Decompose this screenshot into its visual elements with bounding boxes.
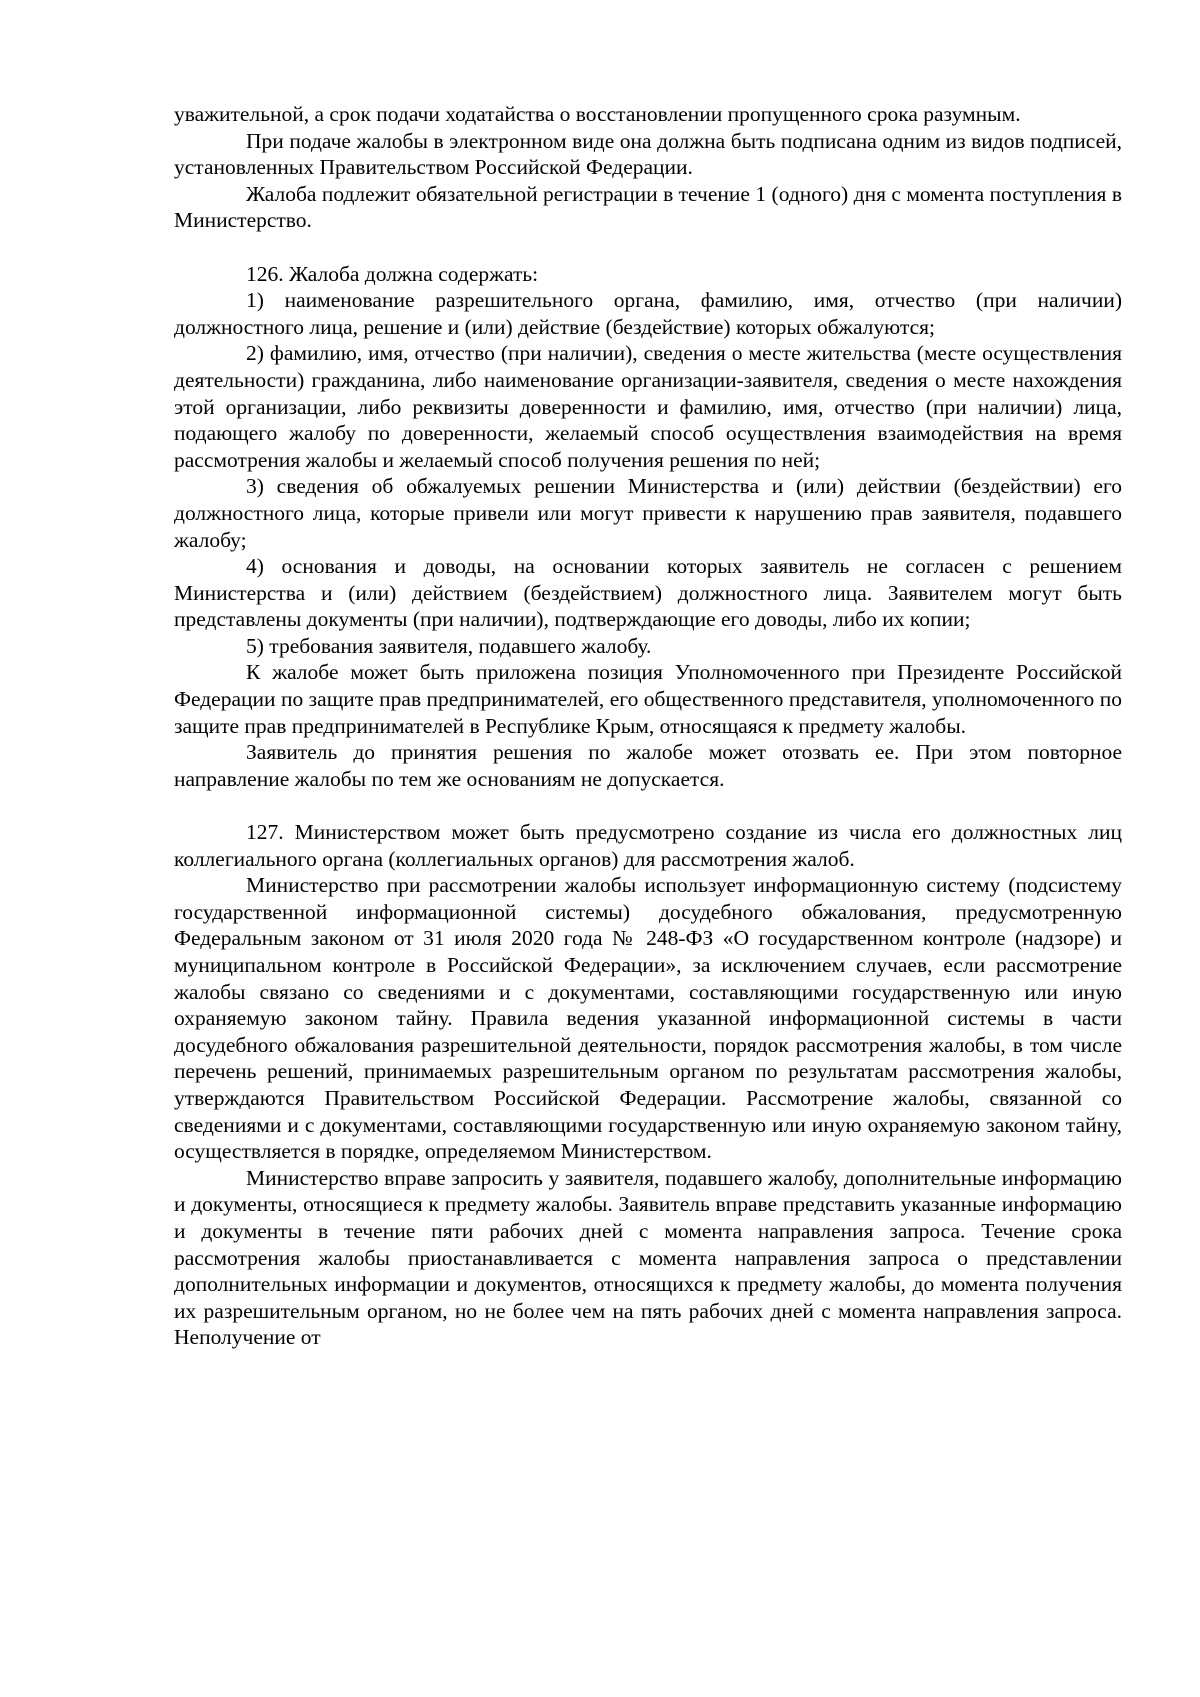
clause-126-heading: 126. Жалоба должна содержать:	[246, 261, 539, 286]
paragraph-continuation: уважительной, а срок подачи ходатайства о восстановлении пропущенного срока разумным.	[174, 102, 1021, 126]
list-item-4: 4) основания и доводы, на основании которых заявитель не согласен с решением Министерства и (или) действием (бездействием) должностного лица. Заявителем могут быть представлены документы (при наличии), подтверждающие его доводы, либо их копии;	[174, 554, 1122, 632]
list-item-1: 1) наименование разрешительного органа, фамилию, имя, отчество (при наличии) должностного лица, решение и (или) действие (бездействие) которых обжалуются;	[174, 288, 1122, 339]
paragraph-additional-request: Министерство вправе запросить у заявителя, подавшего жалобу, дополнительные информацию и документы, относящиеся к предмету жалобы. Заявитель вправе представить указанные информацию и документы в течение пяти рабочих дней с момента направления запроса. Течение срока рассмотрения жалобы приостанавливается с момента направления запроса о представлении дополнительных информации и документов, относящихся к предмету жалобы, до момента получения их разрешительным органом, но не более чем на пять рабочих дней с момента направления запроса. Неполучение от	[174, 1165, 1122, 1350]
list-item-5: 5) требования заявителя, подавшего жалобу.	[246, 633, 652, 658]
paragraph-ombudsman-position: К жалобе может быть приложена позиция Уполномоченного при Президенте Российской Федерации по защите прав предпринимателей, его общественного представителя, уполномоченного по защите прав предпринимателей в Республике Крым, относящаяся к предмету жалобы.	[174, 660, 1122, 738]
paragraph-registration: Жалоба подлежит обязательной регистрации в течение 1 (одного) дня с момента поступления в Министерство.	[174, 181, 1122, 233]
list-item-2: 2) фамилию, имя, отчество (при наличии), сведения о месте жительства (месте осуществления деятельности) гражданина, либо наименование организации-заявителя, сведения о месте нахождения этой организации, либо реквизиты доверенности и фамилию, имя, отчество (при наличии) лица, подающего жалобу по доверенности, желаемый способ осуществления взаимодействия на время рассмотрения жалобы и желаемый способ получения решения по ней;	[174, 341, 1122, 472]
paragraph-electronic-signature: При подаче жалобы в электронном виде она должна быть подписана одним из видов подписей, установленных Правительством Российской Федерации.	[174, 128, 1122, 180]
paragraph-withdrawal: Заявитель до принятия решения по жалобе может отозвать ее. При этом повторное направление жалобы по тем же основаниям не допускается.	[174, 740, 1122, 791]
list-item-3: 3) сведения об обжалуемых решении Министерства и (или) действии (бездействии) его должностного лица, которые привели или могут привести к нарушению прав заявителя, подавшего жалобу;	[174, 474, 1122, 552]
document-body	[174, 101, 1122, 1351]
clause-127: 127. Министерством может быть предусмотрено создание из числа его должностных лиц коллегиального органа (коллегиальных органов) для рассмотрения жалоб.	[174, 820, 1122, 871]
paragraph-information-system: Министерство при рассмотрении жалобы использует информационную систему (подсистему государственной информационной системы) досудебного обжалования, предусмотренную Федеральным законом от 31 июля 2020 года № 248-ФЗ «О государственном контроле (надзоре) и муниципальном контроле в Российской Федерации», за исключением случаев, если рассмотрение жалобы связано со сведениями и с документами, составляющими государственную или иную охраняемую законом тайну. Правила ведения указанной информационной системы в части досудебного обжалования разрешительной деятельности, порядок рассмотрения жалобы, в том числе перечень решений, принимаемых разрешительным органом по результатам рассмотрения жалобы, утверждаются Правительством Российской Федерации. Рассмотрение жалобы, связанной со сведениями и с документами, составляющими государственную или иную охраняемую законом тайну, осуществляется в порядке, определяемом Министерством.	[174, 873, 1122, 1164]
